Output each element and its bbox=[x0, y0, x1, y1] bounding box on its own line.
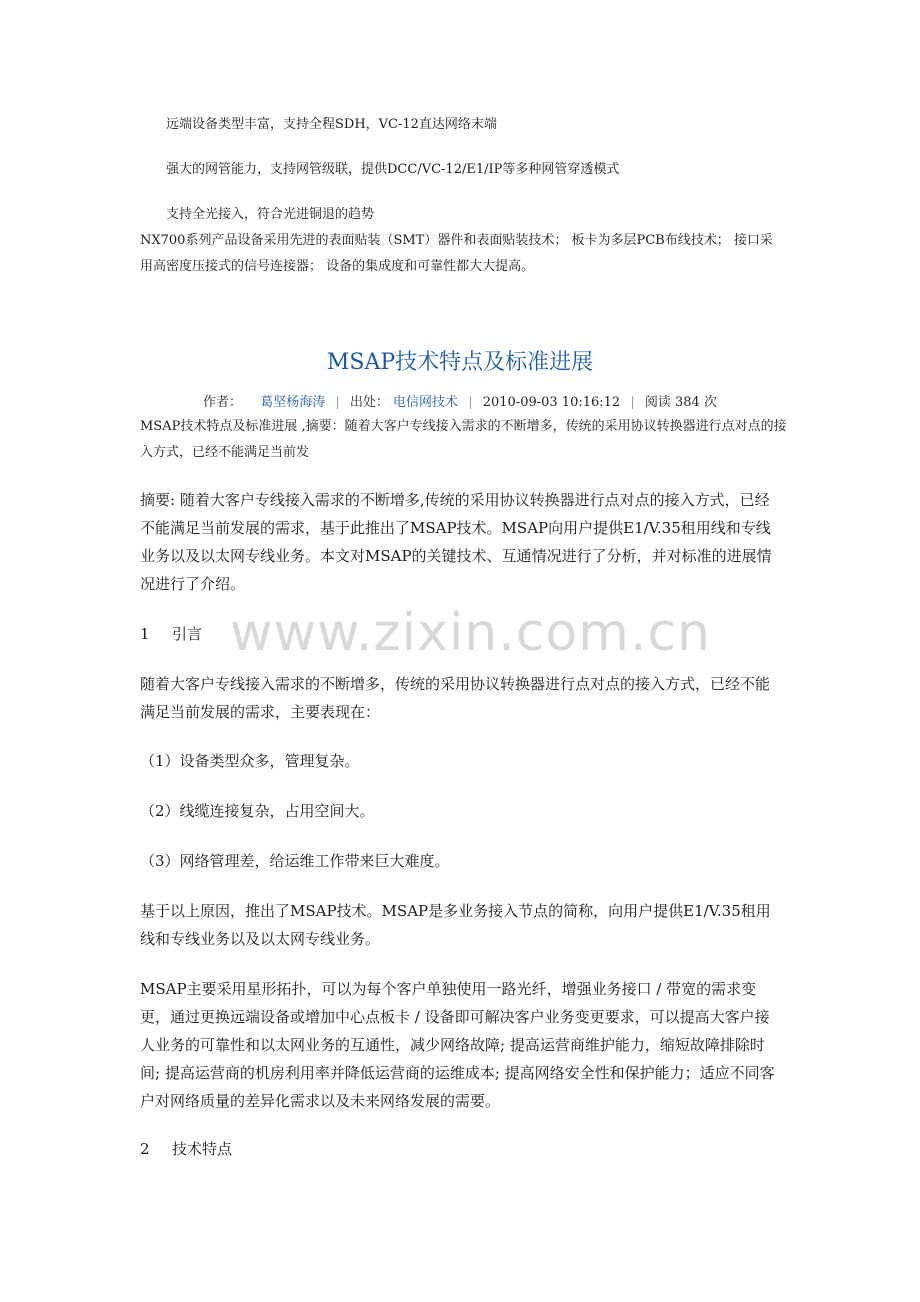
feature-line-3: 支持全光接入，符合光进铜退的趋势 bbox=[166, 207, 375, 222]
source-link[interactable]: 电信网技术 bbox=[393, 395, 459, 410]
list-item-2: （2）线缆连接复杂，占用空间大。 bbox=[140, 802, 375, 820]
meta-separator: | bbox=[335, 395, 340, 410]
msap-intro-paragraph: 基于以上原因，推出了MSAP技术。MSAP是多业务接入节点的简称，向用户提供E1/V.35租用线和专线业务以及以太网专线业务。 bbox=[140, 902, 771, 948]
section-2-number: 2 bbox=[140, 1140, 150, 1158]
meta-separator: | bbox=[630, 395, 635, 410]
article-meta bbox=[0, 392, 920, 414]
summary-line: MSAP技术特点及标准进展 ,摘要：随着大客户专线接入需求的不断增多，传统的采用协议转换器进行点对点的接入方式，已经不能满足当前发 bbox=[140, 419, 787, 460]
section-1-number: 1 bbox=[140, 625, 150, 643]
meta-separator: | bbox=[468, 395, 473, 410]
source-label: 出处： bbox=[349, 395, 389, 410]
list-item-1: （1）设备类型众多，管理复杂。 bbox=[140, 752, 360, 770]
publish-datetime: 2010-09-03 10:16:12 bbox=[482, 395, 621, 410]
section-1-title: 引言 bbox=[172, 625, 203, 643]
section-2-title: 技术特点 bbox=[172, 1140, 233, 1158]
feature-line-2: 强大的网管能力，支持网管级联，提供DCC/VC-12/E1/IP等多种网管穿透模式 bbox=[166, 162, 620, 177]
abstract-paragraph: 摘要: 随着大客户专线接入需求的不断增多,传统的采用协议转换器进行点对点的接入方式，已经不能满足当前发展的需求，基于此推出了MSAP技术。MSAP向用户提供E1/V.35租用线和专线业务以及以太网专线业务。本文对MSAP的关键技术、互通情况进行了分析，并对标准的进展情况进行了介绍。 bbox=[140, 491, 772, 593]
section-1-heading bbox=[140, 620, 202, 648]
intro-paragraph: 随着大客户专线接入需求的不断增多，传统的采用协议转换器进行点对点的接入方式，已经不能满足当前发展的需求，主要表现在： bbox=[140, 675, 771, 721]
list-item-3: （3）网络管理差，给运维工作带来巨大难度。 bbox=[140, 852, 450, 870]
nx700-description: NX700系列产品设备采用先进的表面贴装（SMT）器件和表面贴装技术； 板卡为多层PCB布线技术； 接口采用高密度压接式的信号连接器； 设备的集成度和可靠性都大大提高。 bbox=[140, 233, 773, 274]
author-label: 作者： bbox=[203, 395, 243, 410]
watermark-text: www.zixin.com.cn bbox=[230, 603, 711, 663]
read-count: 阅读 384 次 bbox=[644, 395, 717, 410]
feature-line-1: 远端设备类型丰富，支持全程SDH，VC-12直达网络末端 bbox=[166, 117, 497, 132]
article-title: MSAP技术特点及标准进展 bbox=[326, 349, 594, 375]
author-link[interactable]: 葛坚杨海涛 bbox=[260, 395, 326, 410]
section-2-heading bbox=[140, 1135, 232, 1163]
msap-topology-paragraph: MSAP主要采用星形拓扑，可以为每个客户单独使用一路光纤，增强业务接口 / 带宽的需求变更，通过更换远端设备或增加中心点板卡 / 设备即可解决客户业务变更要求，可以提高大客户接人业务的可靠性和以太网业务的互通性，减少网络故障; 提高运营商维护能力，缩短故障排除时间; 提高运营商的机房利用率并降低运营商的运维成本; 提高网络安全性和保护能力；适应不同客户对网络质量的差异化需求以及未来网络发展的需要。 bbox=[140, 980, 775, 1110]
